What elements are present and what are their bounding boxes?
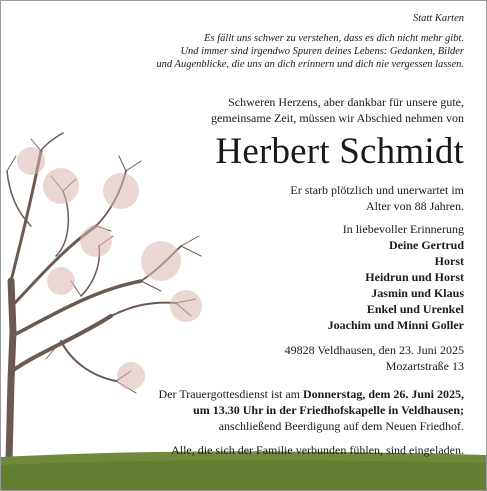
statt-karten-label	[413, 12, 464, 25]
poem-block	[156, 32, 464, 71]
death-info-block	[290, 182, 464, 214]
service-burial: anschließend Beerdigung auf dem Neuen Friedhof.	[218, 419, 464, 433]
intro-line: gemeinsame Zeit, müssen wir Abschied nehmen von	[211, 111, 464, 125]
death-info-line: Alter von 88 Jahren.	[366, 199, 464, 213]
mourner-name: Horst	[434, 254, 464, 268]
mourner-name: Enkel und Urenkel	[366, 302, 464, 316]
service-line-1-prefix: Der Trauergottesdienst ist am	[158, 387, 303, 401]
closing-line: Alle, die sich der Familie verbunden fühlen, sind eingeladen.	[171, 443, 464, 457]
intro-block	[211, 94, 464, 126]
statt-karten-text: Statt Karten	[412, 13, 464, 24]
poem-line: Es fällt uns schwer zu verstehen, dass es dich nicht mehr gibt.	[204, 33, 464, 44]
mourner-name: Jasmin und Klaus	[371, 286, 464, 300]
service-block	[159, 386, 464, 434]
service-date: Donnerstag, dem 26. Juni 2025,	[302, 387, 464, 401]
intro-line: Schweren Herzens, aber dankbar für unsere gute,	[228, 95, 464, 109]
death-info-line: Er starb plötzlich und unerwartet im	[290, 183, 464, 197]
mourner-name: Joachim und Minni Goller	[327, 318, 464, 332]
street-address: Mozartstraße 13	[385, 359, 464, 373]
poem-line: und Augenblicke, die uns an dich erinnern und dich nie vergessen lassen.	[156, 59, 464, 70]
service-time-place: um 13.30 Uhr in der Friedhofskapelle in Veldhausen;	[193, 403, 464, 417]
address-block	[285, 342, 464, 374]
place-date: 49828 Veldhausen, den 23. Juni 2025	[284, 343, 464, 357]
mourner-name: Heidrun und Horst	[365, 270, 464, 284]
deceased-name: Herbert Schmidt	[215, 131, 464, 172]
memory-block	[328, 221, 464, 333]
memory-intro: In liebevoller Erinnerung	[342, 222, 464, 236]
service-line-1	[159, 386, 464, 402]
mourner-name: Deine Gertrud	[389, 238, 464, 252]
poem-line: Und immer sind irgendwo Spuren deines Lebens: Gedanken, Bilder	[180, 46, 464, 57]
